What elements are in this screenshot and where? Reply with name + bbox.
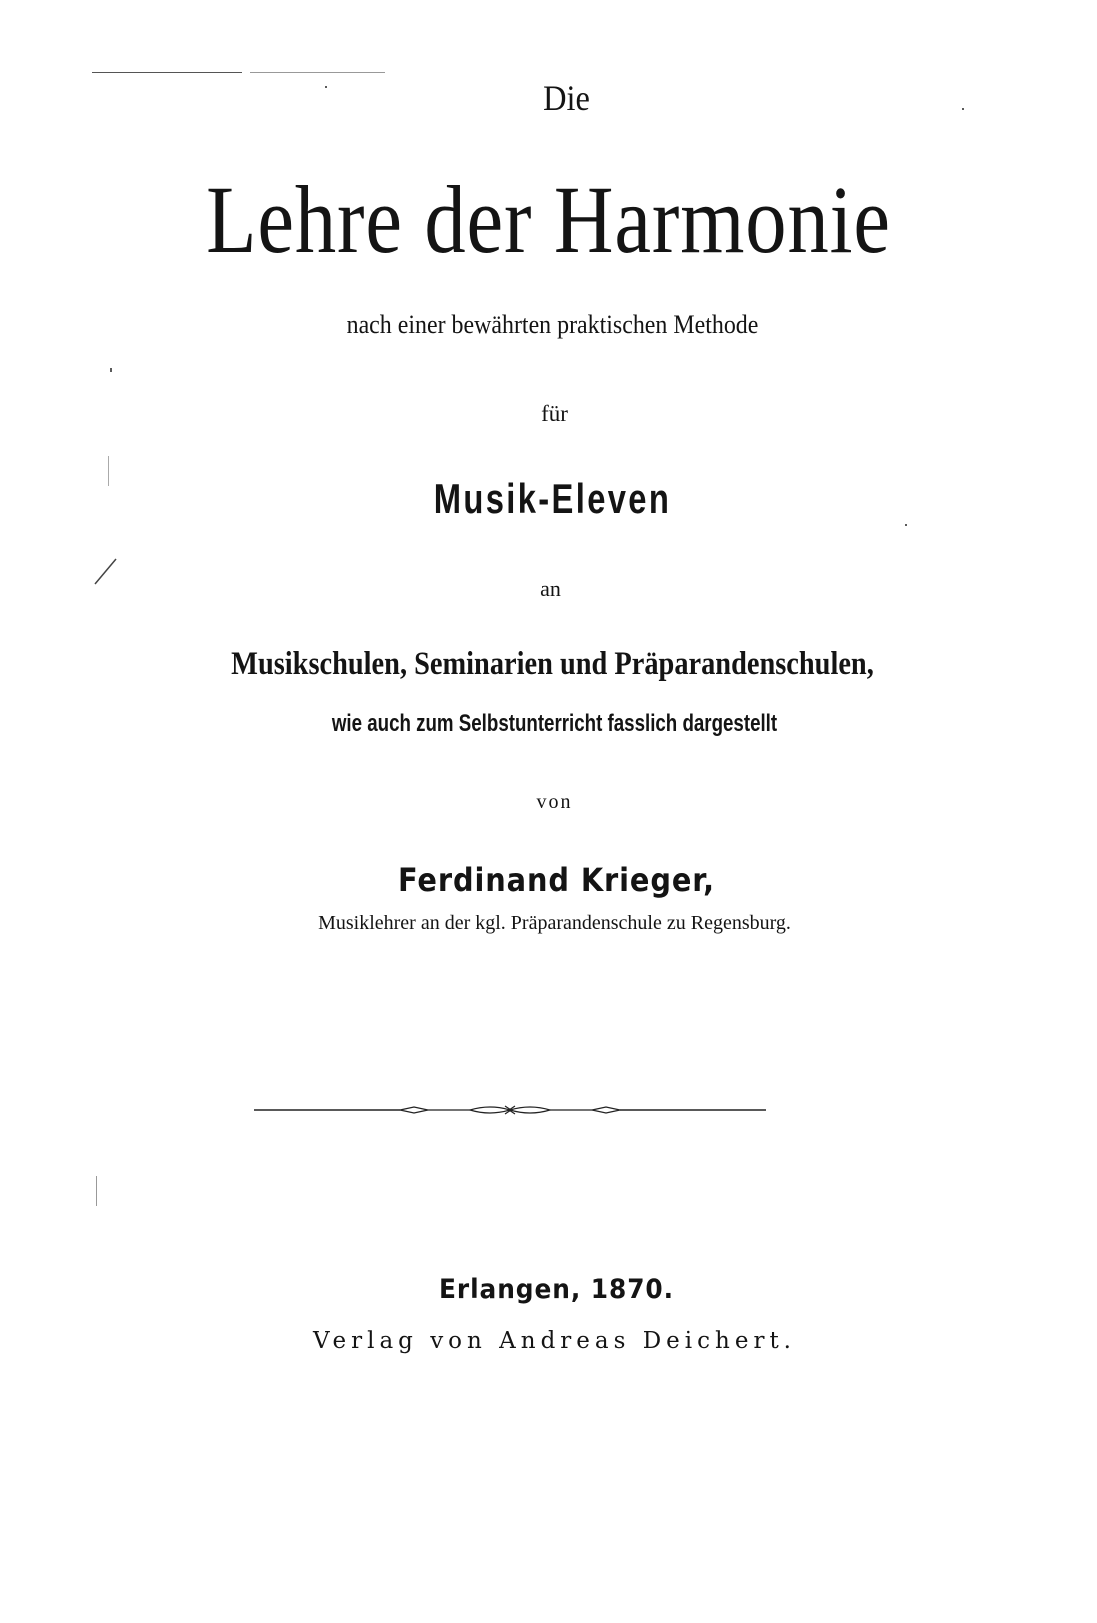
publisher: Verlag von Andreas Deichert. xyxy=(312,1328,796,1354)
pre-title: Die xyxy=(543,78,590,118)
subtitle: nach einer bewährten praktischen Methode xyxy=(346,310,759,339)
place-and-year: Erlangen, 1870. xyxy=(439,1274,674,1305)
for-word: für xyxy=(541,401,568,426)
scan-speck xyxy=(905,524,907,526)
by-word: von xyxy=(536,791,573,813)
scan-artifact-top-dashes xyxy=(250,72,385,73)
self-study-line: wie auch zum Selbstunterricht fasslich dargestellt xyxy=(331,710,778,737)
schools-line: Musikschulen, Seminarien und Präparandenschulen, xyxy=(231,646,874,682)
scan-speck xyxy=(96,1176,97,1206)
author-affiliation: Musiklehrer an der kgl. Präparandenschule zu Regensburg. xyxy=(318,912,791,934)
decorative-rule xyxy=(250,1098,770,1120)
main-title: Lehre der Harmonie xyxy=(206,166,891,273)
scan-artifact-top-line xyxy=(92,72,242,73)
author-name: Ferdinand Krieger, xyxy=(398,861,715,899)
scan-speck xyxy=(108,456,109,486)
at-word: an xyxy=(540,576,561,601)
scan-speck xyxy=(110,368,112,372)
audience-heading: Musik-Eleven xyxy=(433,475,672,522)
